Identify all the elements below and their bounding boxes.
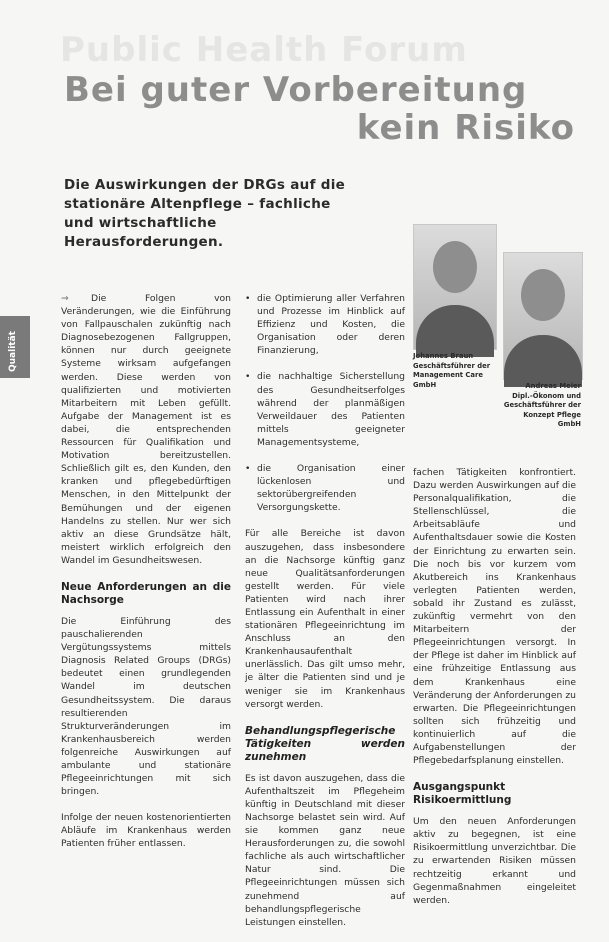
bullet-item: • die nachhaltige Sicherstellung des Gesundheitserfolges während der planmäßigen Verweildauer des Patienten mittels geeigneter Managementsysteme, [245, 370, 405, 449]
person-shoulders [416, 305, 494, 357]
body-paragraph: Um den neuen Anforderungen aktiv zu begegnen, ist eine Risikoermittlung unverzichtbar. Die zu erwartenden Risiken müssen rechtzeitig erkannt und Gegenmaßnahmen eingeleitet werden. [413, 816, 576, 906]
bullet-list [245, 292, 405, 514]
article-subtitle: Die Auswirkungen der DRGs auf die stationäre Altenpflege – fachliche und wirtschaftliche Herausforderungen. [64, 177, 346, 250]
bullet-item: • die Organisation einer lückenlosen und sektorübergreifenden Versorgungskette. [245, 462, 405, 514]
section-heading-nachsorge: Neue Anforderungen an die Nachsorge [61, 580, 231, 606]
photo-caption-2 [503, 382, 581, 430]
person-head [433, 241, 477, 293]
person-shoulders [504, 335, 582, 387]
person-head [521, 269, 565, 321]
bullet-item: • die Optimierung aller Verfahren und Prozesse im Hinblick auf Effizienz und Kosten, die Organisation oder deren Finanzierung, [245, 292, 405, 357]
caption-text: Johannes Braun Geschäftsführer der Management Care GmbH [413, 352, 491, 389]
intro-paragraph [61, 292, 231, 567]
section-tab [0, 316, 30, 378]
photo-caption-1 [413, 352, 499, 390]
header-watermark: Public Health Forum [60, 30, 468, 70]
body-paragraph: Die Einführung des pauschalierenden Vergütungssystems mittels Diagnosis Related Groups (DRGs) bedeutet einen grundlegenden Wandel im deutschen Gesundheitssystem. Die daraus resultierenden Strukturveränderungen im Krankenhausbereich werden folgenreiche Auswirkungen auf ambulante und stationäre Pflegeeinrichtungen mit sich bringen. [61, 615, 231, 798]
arrow-icon: → [61, 293, 69, 304]
title-line-1: Bei guter Vorbereitung [64, 70, 528, 110]
intro-text: Die Folgen von Veränderungen, wie die Einführung von Fallpauschalen zukünftig nach Diagnosebezogenen Fallgruppen, können nur durch geeignete Systeme wirksam aufgefangen werden. Diese werden von qualifizierten und motivierten Mitarbeitern mit Leben gefüllt. Aufgabe der Management ist es dabei, die entsprechenden Ressourcen für Qualifikation und Motivation bereitzustellen. Schließlich gilt es, den Kunden, den kranken und pflegebedürftigen Menschen, in den Mittelpunkt der Bemühungen und der eigenen Handelns zu stellen. Nur wer sich aktiv an diese Grundsätze hält, meistert wirklich erfolgreich den Wandel im Gesundheitswesen. [61, 293, 231, 566]
title-line-2: kein Risiko [356, 108, 575, 148]
section-heading-risiko: Ausgangspunkt Risikoermittlung [413, 781, 512, 807]
section-tab-label: Qualität [8, 331, 18, 372]
author-photo-2 [503, 252, 583, 380]
text-column-2 [245, 292, 405, 942]
body-paragraph: Für alle Bereiche ist davon auszugehen, dass insbesondere an die Nachsorge künftig ganz neue Qualitätsanforderungen gestellt werden. Für viele Patienten wird nach ihrer Entlassung ein Aufenthalt in einer stationären Pflegeeinrichtung im Anschluss an den Krankenhausaufenthalt unerlässlich. Das gilt umso mehr, je älter die Patienten sind und je weniger sie im Krankenhaus versorgt werden. [245, 528, 405, 710]
text-column-3 [413, 466, 576, 920]
body-paragraph: Es ist davon auszugehen, dass die Aufenthaltszeit im Pflegeheim künftig in Deutschland mit dieser Nachsorge belastet sein wird. Auf sie kommen ganz neue Herausforderungen zu, die sowohl fachliche als auch wirtschaftlicher Natur sind. Die Pflegeeinrichtungen müssen sich zunehmend auf behandlungspflegerische Leistungen einstellen. [245, 772, 405, 928]
section-heading-behandlung: Behandlungspflegerische Tätigkeiten werden zunehmen [245, 724, 405, 763]
author-photo-1 [413, 224, 497, 350]
body-paragraph: fachen Tätigkeiten konfrontiert. Dazu werden Auswirkungen auf die Personalqualifikation, die Stellenschlüssel, die Arbeitsabläufe und Aufenthaltsdauer sowie die Kosten der Einrichtung zu erwarten sein. Die noch bis vor kurzem vom Akutbereich ins Krankenhaus verlegten Patienten werden, sobald ihr Zustand es zulässt, zukünftig vermehrt von den Mitarbeitern der Pflegeeinrichtungen versorgt. In der Pflege ist daher im Hinblick auf eine frühzeitige Entlassung aus dem Krankenhaus eine Veränderung der Anforderungen zu erwarten. Die Pflegeeinrichtungen sollten sich frühzeitig und kontinuierlich auf die Aufgabenstellungen der Pflegebedarfsplanung einstellen. [413, 467, 576, 767]
body-paragraph: Infolge der neuen kostenorientierten Abläufe im Krankenhaus werden Patienten früher entlassen. [61, 812, 231, 850]
caption-text: Andreas Meier Dipl.-Ökonom und Geschäftsführer der Konzept Pflege GmbH [503, 382, 581, 428]
text-column-1 [61, 292, 231, 864]
